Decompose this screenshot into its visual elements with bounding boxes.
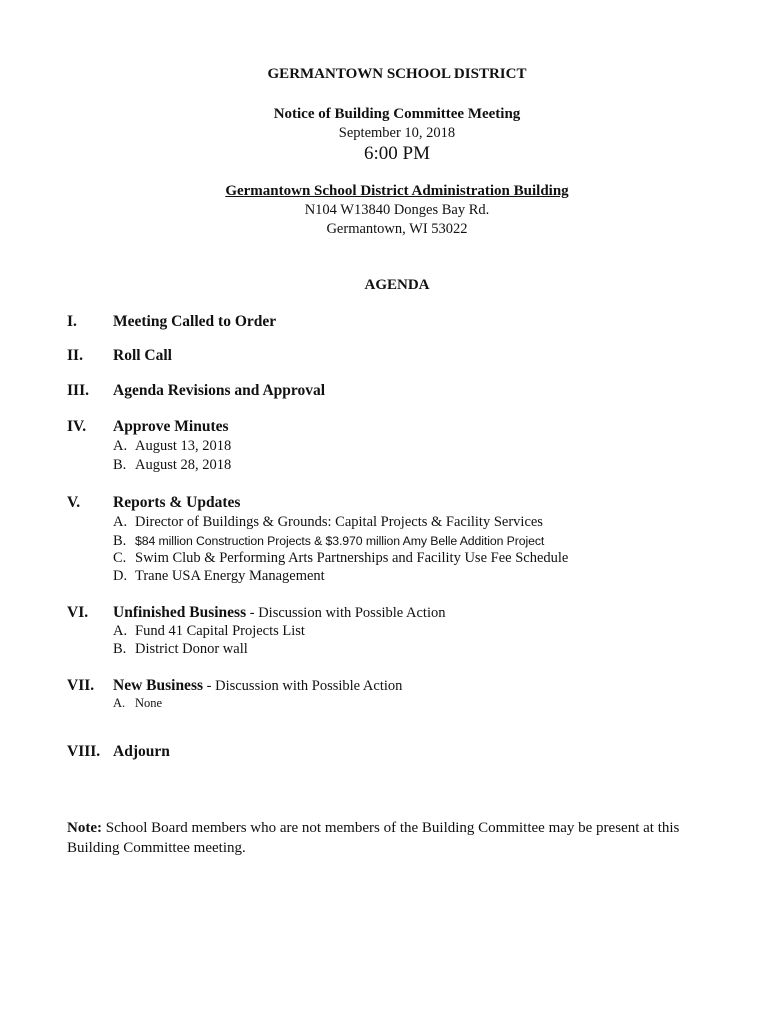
footer-note	[67, 818, 707, 858]
sub-item-letter: B.	[113, 641, 127, 657]
sub-item-text: None	[135, 696, 163, 710]
agenda-item-vii	[67, 677, 402, 695]
sub-item	[113, 457, 231, 474]
agenda-item-iii	[67, 382, 325, 400]
sub-item	[113, 696, 162, 711]
address-line-1: N104 W13840 Donges Bay Rd.	[304, 202, 490, 218]
sub-item	[113, 438, 231, 455]
sub-item-text: Director of Buildings & Grounds: Capital Projects & Facility Services	[135, 514, 543, 530]
agenda-number: VI.	[67, 604, 89, 621]
agenda-number: I.	[67, 313, 77, 330]
note-text: School Board members who are not members of the Building Committee may be present at this Building Committee meeting.	[67, 820, 680, 856]
sub-item-letter: C.	[113, 550, 127, 566]
agenda-heading: Adjourn	[113, 743, 170, 760]
agenda-item-v	[67, 494, 240, 512]
sub-item-letter: D.	[113, 568, 128, 584]
sub-item-text: August 13, 2018	[135, 438, 232, 454]
sub-item-letter: A.	[113, 514, 128, 530]
sub-item	[113, 623, 305, 640]
agenda-heading-suffix: - Discussion with Possible Action	[203, 678, 403, 694]
agenda-number: IV.	[67, 418, 87, 435]
sub-item	[113, 550, 568, 567]
agenda-number: VII.	[67, 677, 95, 694]
meeting-date: September 10, 2018	[338, 125, 456, 141]
agenda-number: II.	[67, 347, 83, 364]
agenda-item-vi	[67, 604, 446, 622]
agenda-heading: New Business	[113, 677, 204, 694]
agenda-heading: Meeting Called to Order	[113, 313, 277, 330]
sub-item-text: $84 million Construction Projects & $3.970 million Amy Belle Addition Project	[135, 534, 545, 548]
sub-item-letter: A.	[113, 438, 128, 454]
sub-item	[113, 533, 544, 550]
agenda-item-viii	[67, 743, 170, 761]
agenda-heading-suffix: - Discussion with Possible Action	[246, 605, 446, 621]
agenda-heading: Agenda Revisions and Approval	[113, 382, 326, 399]
sub-item-letter: A.	[113, 696, 126, 710]
agenda-item-iv	[67, 418, 229, 436]
agenda-title: AGENDA	[364, 277, 430, 293]
meeting-time: 6:00 PM	[364, 143, 430, 164]
sub-item-text: Swim Club & Performing Arts Partnerships and Facility Use Fee Schedule	[135, 550, 569, 566]
sub-item-letter: B.	[113, 457, 127, 473]
agenda-number: VIII.	[67, 743, 101, 760]
agenda-item-ii	[67, 347, 172, 365]
sub-item	[113, 514, 543, 531]
district-title: GERMANTOWN SCHOOL DISTRICT	[267, 66, 527, 82]
agenda-item-i	[67, 313, 276, 331]
agenda-heading: Approve Minutes	[113, 418, 229, 435]
sub-item-text: Trane USA Energy Management	[135, 568, 325, 584]
address-line-2: Germantown, WI 53022	[326, 221, 468, 237]
sub-item	[113, 641, 248, 658]
note-label: Note:	[67, 820, 102, 836]
agenda-heading: Unfinished Business	[113, 604, 247, 621]
location-name: Germantown School District Administration Building	[225, 183, 569, 199]
notice-title: Notice of Building Committee Meeting	[273, 106, 521, 122]
sub-item-text: Fund 41 Capital Projects List	[135, 623, 305, 639]
agenda-number: V.	[67, 494, 81, 511]
agenda-heading: Roll Call	[113, 347, 172, 364]
sub-item-text: District Donor wall	[135, 641, 248, 657]
sub-item-text: August 28, 2018	[135, 457, 232, 473]
sub-item-letter: B.	[113, 533, 127, 549]
agenda-heading: Reports & Updates	[113, 494, 241, 511]
sub-item	[113, 568, 325, 585]
sub-item-letter: A.	[113, 623, 128, 639]
agenda-number: III.	[67, 382, 89, 399]
